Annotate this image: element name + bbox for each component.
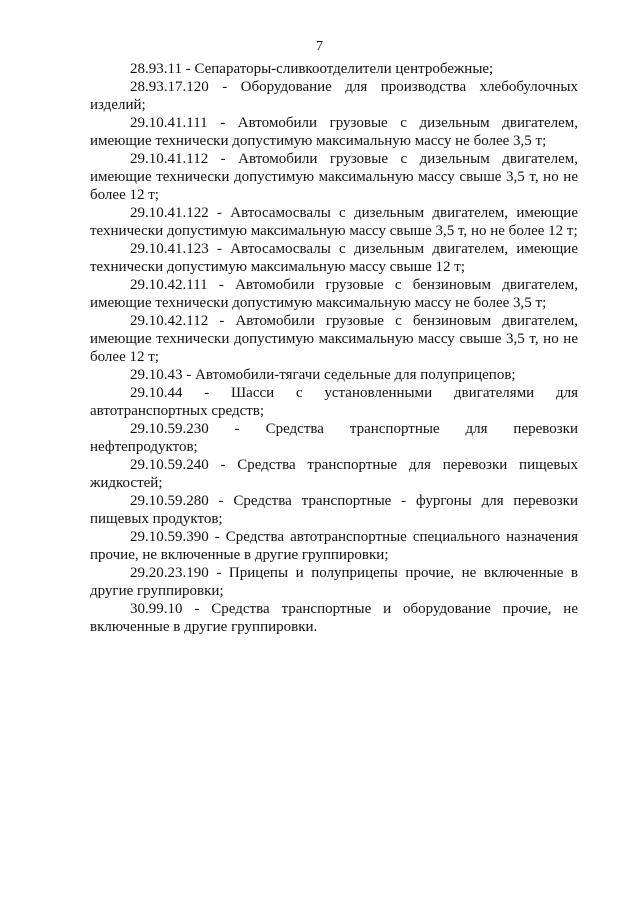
list-item: 29.10.59.230 - Средства транспортные для перевозки нефтепродуктов;	[90, 421, 578, 455]
page-number: 7	[316, 39, 323, 54]
list-item: 28.93.17.120 - Оборудование для производства хлебобулочных изделий;	[90, 79, 578, 113]
list-item: 29.10.59.280 - Средства транспортные - фургоны для перевозки пищевых продуктов;	[90, 493, 578, 527]
list-item: 29.10.44 - Шасси с установленными двигателями для автотранспортных средств;	[90, 385, 578, 419]
list-item: 29.20.23.190 - Прицепы и полуприцепы прочие, не включенные в другие группировки;	[90, 565, 578, 599]
document-body	[90, 60, 578, 636]
list-item: 29.10.59.390 - Средства автотранспортные специального назначения прочие, не включенные в другие группировки;	[90, 529, 578, 563]
list-item: 30.99.10 - Средства транспортные и оборудование прочие, не включенные в другие группировки.	[90, 601, 578, 635]
list-item: 29.10.43 - Автомобили-тягачи седельные для полуприцепов;	[130, 367, 516, 383]
list-item: 29.10.41.123 - Автосамосвалы с дизельным двигателем, имеющие технически допустимую максимальную массу свыше 12 т;	[90, 241, 578, 275]
list-item: 29.10.42.112 - Автомобили грузовые с бензиновым двигателем, имеющие технически допустимую максимальную массу свыше 3,5 т, но не более 12 т;	[90, 313, 578, 365]
list-item: 28.93.11 - Сепараторы-сливкоотделители центробежные;	[130, 61, 494, 77]
list-item: 29.10.41.112 - Автомобили грузовые с дизельным двигателем, имеющие технически допустимую максимальную массу свыше 3,5 т, но не более 12 т;	[90, 151, 578, 203]
list-item: 29.10.42.111 - Автомобили грузовые с бензиновым двигателем, имеющие технически допустимую максимальную массу не более 3,5 т;	[90, 277, 578, 311]
list-item: 29.10.59.240 - Средства транспортные для перевозки пищевых жидкостей;	[90, 457, 578, 491]
list-item: 29.10.41.111 - Автомобили грузовые с дизельным двигателем, имеющие технически допустимую максимальную массу не более 3,5 т;	[90, 115, 578, 149]
list-item: 29.10.41.122 - Автосамосвалы с дизельным двигателем, имеющие технически допустимую максимальную массу свыше 3,5 т, но не более 12 т;	[90, 205, 578, 239]
